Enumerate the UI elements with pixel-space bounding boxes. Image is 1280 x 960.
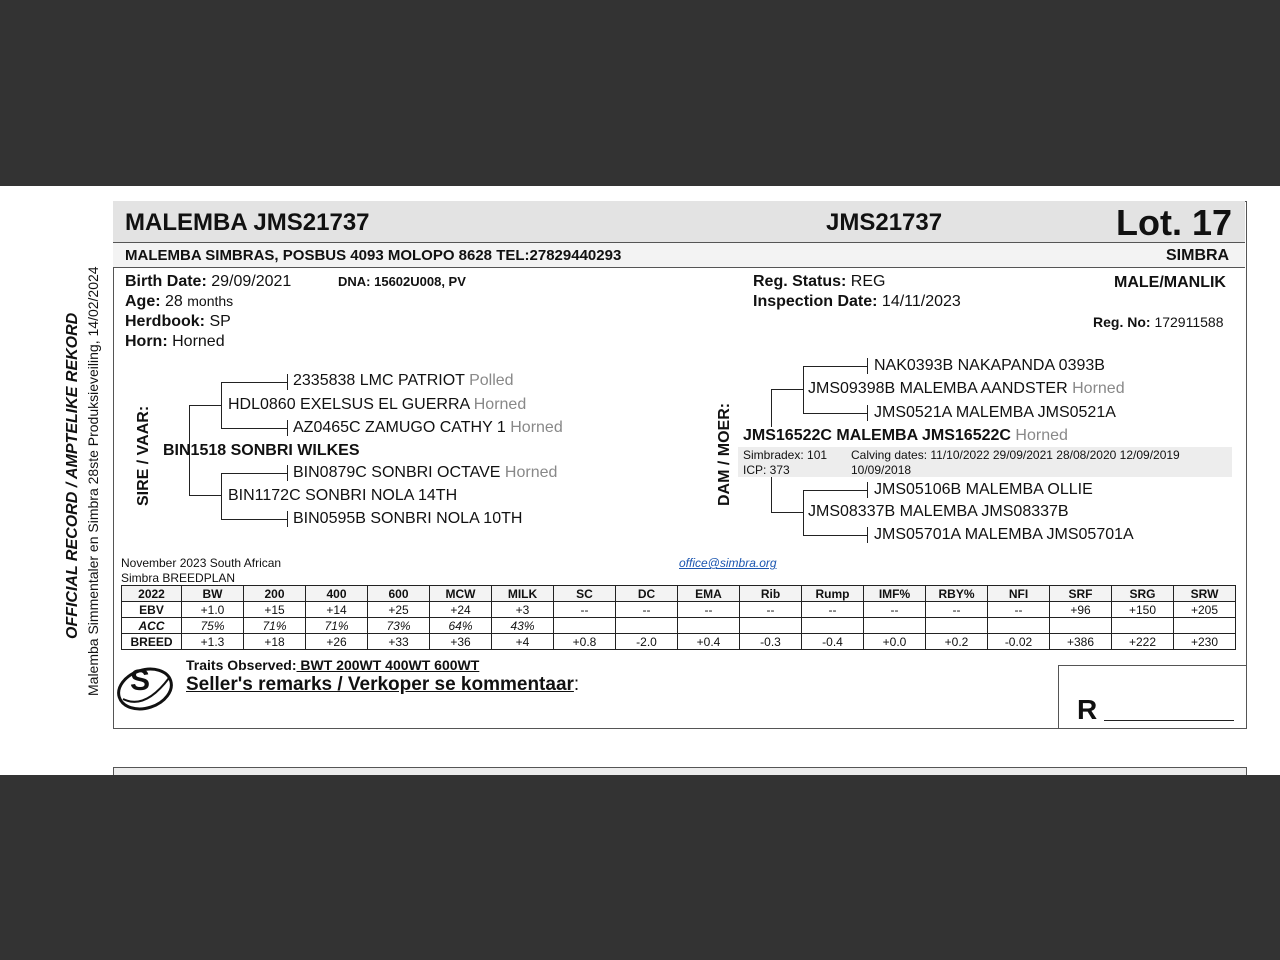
table-cell: +1.0 [182,602,244,618]
lot-number: Lot. 17 [1116,202,1233,243]
dam-sire: JMS09398B MALEMBA AANDSTER Horned [808,380,1125,397]
table-header-cell: Rump [802,586,864,602]
dam-sire-bracket [867,358,868,374]
dam-bracket [771,389,803,390]
dam-dam: JMS08337B MALEMBA JMS08337B [808,503,1069,520]
sire-sire-sire: 2335838 LMC PATRIOT Polled [293,372,514,389]
table-cell: -- [864,602,926,618]
table-header-cell: DC [616,586,678,602]
breed-label: SIMBRA [1166,247,1230,264]
price-line[interactable] [1104,720,1234,721]
table-cell: +14 [306,602,368,618]
horn-status: Horn: Horned [125,333,225,350]
table-cell [740,618,802,634]
sire-dam-bracket [221,473,287,474]
dam-dam-bracket [803,490,804,535]
table-header-cell: SRW [1174,586,1236,602]
sex-label: MALE/MANLIK [1114,274,1226,291]
table-cell [1174,618,1236,634]
table-cell: +36 [430,634,492,650]
dam-sire-sire: NAK0393B NAKAPANDA 0393B [874,357,1105,374]
animal-id: JMS21737 [826,209,943,236]
sire-sire-bracket [287,420,288,436]
sire-dam-bracket [221,473,222,519]
price-label: R [1077,694,1098,725]
animal-name: MALEMBA JMS21737 [125,209,370,236]
table-header-cell: EMA [678,586,740,602]
table-header-cell: NFI [988,586,1050,602]
table-cell: +386 [1050,634,1112,650]
table-cell [1050,618,1112,634]
table-cell [1112,618,1174,634]
dam-bracket [771,476,772,512]
table-header-cell: 400 [306,586,368,602]
reg-status: Reg. Status: REG [753,273,886,290]
calving-dates-continued: 10/09/2018 [851,463,912,477]
table-cell [926,618,988,634]
sire-sire-bracket [221,428,287,429]
table-cell: 71% [306,618,368,634]
sellers-remarks-label: Seller's remarks / Verkoper se kommentaar: [186,674,580,695]
table-cell: -- [678,602,740,618]
table-cell: +18 [244,634,306,650]
table-cell: +0.4 [678,634,740,650]
table-cell: -0.3 [740,634,802,650]
sire-sire-bracket [221,382,287,383]
dam-sire-bracket [803,366,804,413]
ebv-table [121,585,1236,650]
table-cell [678,618,740,634]
table-row-acc [122,618,1236,634]
table-header-cell: RBY% [926,586,988,602]
table-cell: +1.3 [182,634,244,650]
table-header-cell: 200 [244,586,306,602]
sire-label: SIRE / VAAR: [135,405,152,506]
table-cell [802,618,864,634]
table-cell [554,618,616,634]
table-row-ebv [122,602,1236,618]
sire-name: BIN1518 SONBRI WILKES [163,442,360,459]
dam-name: JMS16522C MALEMBA JMS16522C Horned [743,427,1068,444]
table-header-cell: SRF [1050,586,1112,602]
sire-dam: BIN1172C SONBRI NOLA 14TH [228,487,458,504]
official-record-label: OFFICIAL RECORD / AMPTELIKE REKORD [64,312,81,639]
sire-dam-bracket [221,519,287,520]
sire-sire: HDL0860 EXELSUS EL GUERRA Horned [228,396,527,413]
next-lot-card [113,767,1247,775]
dam-sire-dam: JMS0521A MALEMBA JMS0521A [874,404,1116,421]
dam-sire-bracket [803,366,867,367]
table-cell: -0.02 [988,634,1050,650]
breedplan-title: November 2023 South African [121,556,282,570]
owner-line: MALEMBA SIMBRAS, POSBUS 4093 MOLOPO 8628 TEL:27829440293 [125,247,622,264]
table-cell: +26 [306,634,368,650]
simbra-logo-letter: S [130,664,151,697]
table-cell: 71% [244,618,306,634]
traits-observed: Traits Observed: BWT 200WT 400WT 600WT [186,657,480,673]
sale-catalogue-page [0,186,1280,775]
dam-dam-bracket [867,482,868,498]
table-header-cell: MILK [492,586,554,602]
table-cell: +230 [1174,634,1236,650]
table-cell: EBV [122,602,182,618]
table-cell: -- [554,602,616,618]
dam-dam-dam: JMS05701A MALEMBA JMS05701A [874,526,1134,543]
table-cell: 75% [182,618,244,634]
table-cell: +33 [368,634,430,650]
table-cell: +150 [1112,602,1174,618]
table-cell: 64% [430,618,492,634]
table-cell: +0.0 [864,634,926,650]
table-cell: +25 [368,602,430,618]
dam-sire-bracket [803,413,867,414]
table-cell: +222 [1112,634,1174,650]
table-cell: +4 [492,634,554,650]
table-cell: -- [616,602,678,618]
email-link[interactable]: office@simbra.org [679,556,777,570]
sire-sire-bracket [287,374,288,390]
sire-dam-bracket [287,465,288,481]
icp: ICP: 373 [743,463,790,477]
sire-bracket [189,405,221,406]
calving-dates: Calving dates: 11/10/2022 29/09/2021 28/08/2020 12/09/2019 [851,448,1180,462]
breedplan-subtitle: Simbra BREEDPLAN [121,571,236,585]
reg-number: Reg. No: 172911588 [1093,314,1224,330]
sire-dam-dam: BIN0595B SONBRI NOLA 10TH [293,510,523,527]
dam-dam-sire: JMS05106B MALEMBA OLLIE [874,481,1093,498]
table-cell: +24 [430,602,492,618]
inspection-date: Inspection Date: 14/11/2023 [753,293,961,310]
table-row-breed [122,634,1236,650]
dam-bracket [771,389,772,427]
table-cell: +0.8 [554,634,616,650]
table-cell: +205 [1174,602,1236,618]
table-cell: -- [740,602,802,618]
table-header-cell: MCW [430,586,492,602]
table-header-cell: Rib [740,586,802,602]
table-header-row [122,586,1236,602]
sale-name-label: Malemba Simmentaler en Simbra 28ste Produksieveiling, 14/02/2024 [85,266,101,696]
dam-dam-bracket [803,490,867,491]
dam-dam-bracket [803,535,867,536]
table-header-cell: SC [554,586,616,602]
table-header-cell: 2022 [122,586,182,602]
table-cell [988,618,1050,634]
table-cell: -0.4 [802,634,864,650]
table-cell [616,618,678,634]
dna-info: DNA: 15602U008, PV [338,274,466,289]
table-cell: 43% [492,618,554,634]
sire-sire-bracket [221,382,222,428]
table-header-cell: IMF% [864,586,926,602]
table-cell: +3 [492,602,554,618]
table-cell: BREED [122,634,182,650]
dam-bracket [771,512,803,513]
table-cell: +96 [1050,602,1112,618]
sire-bracket [189,495,221,496]
table-cell: ACC [122,618,182,634]
table-cell: -- [988,602,1050,618]
table-cell: -- [926,602,988,618]
dam-dam-bracket [867,527,868,543]
age: Age: 28 months [125,293,234,310]
table-cell: +15 [244,602,306,618]
table-cell: -- [802,602,864,618]
simbradex: Simbradex: 101 [743,448,828,462]
sire-dam-bracket [287,511,288,527]
table-cell: 73% [368,618,430,634]
herdbook: Herdbook: SP [125,313,231,330]
table-cell: -2.0 [616,634,678,650]
table-header-cell: 600 [368,586,430,602]
sire-sire-dam: AZ0465C ZAMUGO CATHY 1 Horned [293,419,563,436]
dam-label: DAM / MOER: [716,402,733,506]
table-header-cell: BW [182,586,244,602]
birth-date: Birth Date: 29/09/2021 [125,273,292,290]
dam-sire-bracket [867,405,868,421]
table-cell: +0.2 [926,634,988,650]
table-cell [864,618,926,634]
table-header-cell: SRG [1112,586,1174,602]
sire-dam-sire: BIN0879C SONBRI OCTAVE Horned [293,464,558,481]
